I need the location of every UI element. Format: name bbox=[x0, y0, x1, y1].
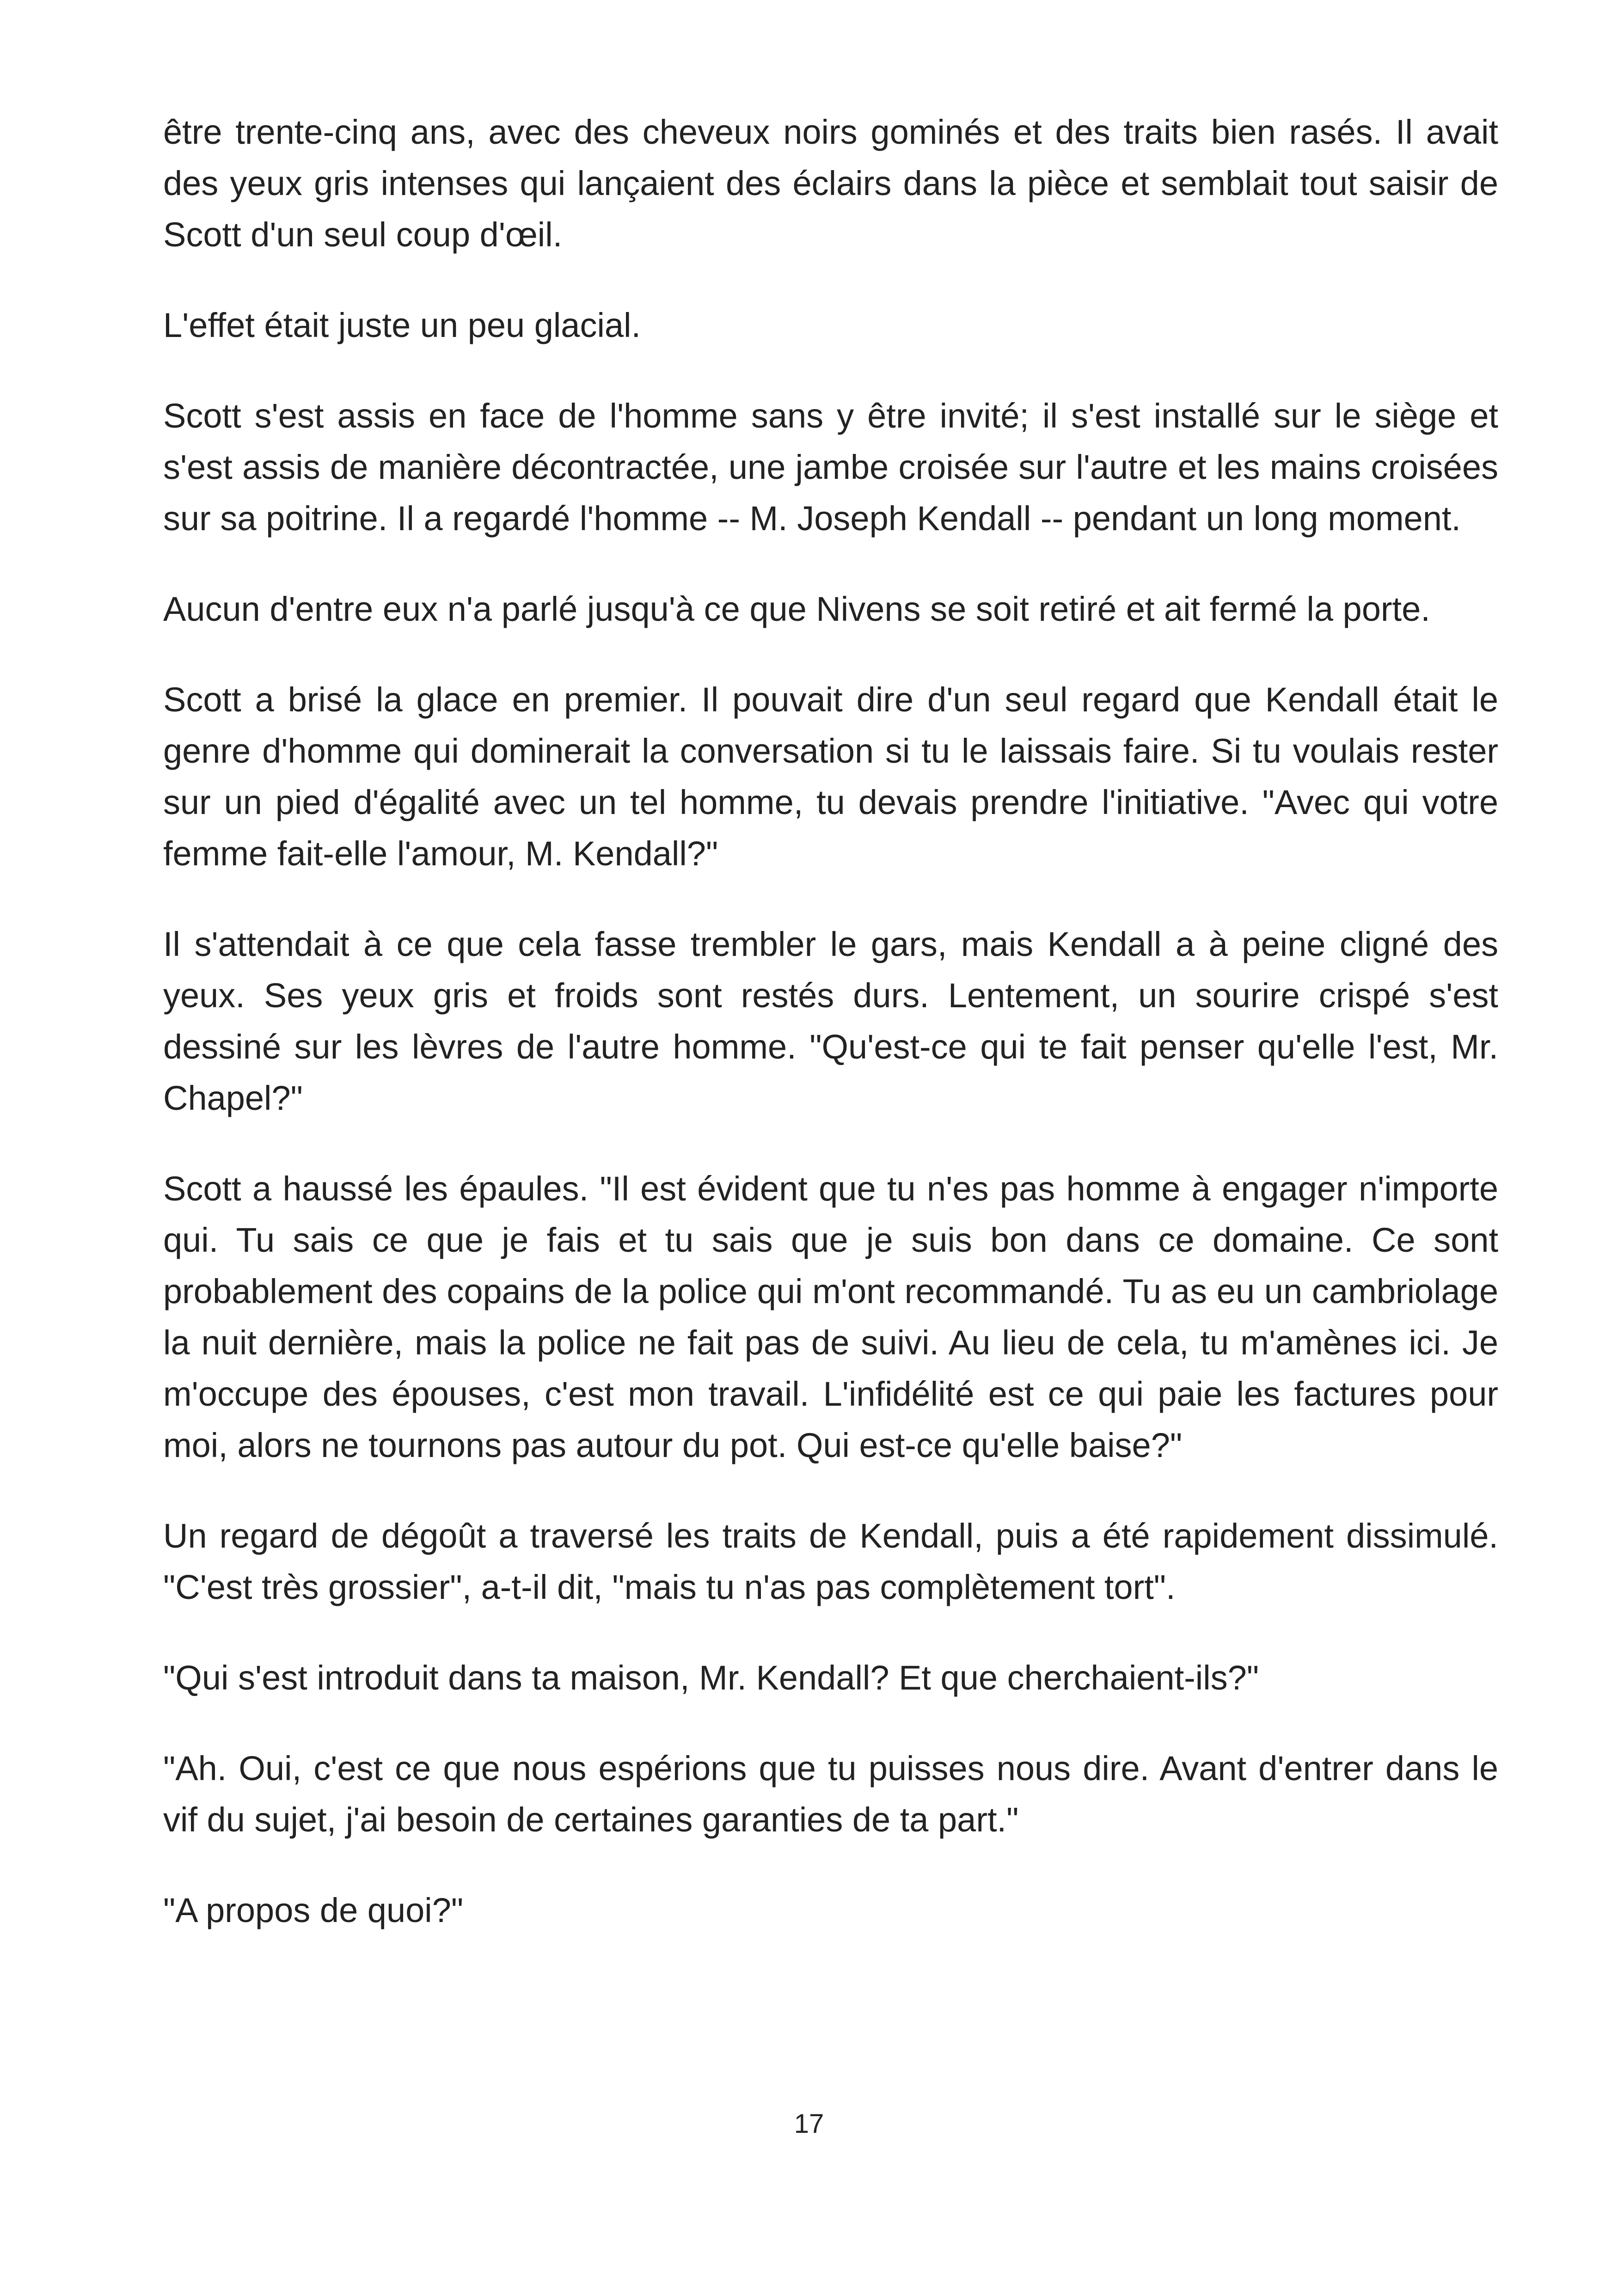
paragraph: L'effet était juste un peu glacial. bbox=[163, 306, 641, 344]
paragraph: Un regard de dégoût a traversé les traits de Kendall, puis a été rapidement dissimulé. "C'est très grossier", a-t-il dit, "mais tu n'as pas complètement tort". bbox=[163, 1517, 1498, 1606]
paragraph: Scott s'est assis en face de l'homme sans y être invité; il s'est installé sur le siège et s'est assis de manière décontractée, une jambe croisée sur l'autre et les mains croisées sur sa poitrine. Il a regardé l'homme -- M. Joseph Kendall -- pendant un long moment. bbox=[163, 397, 1498, 538]
body-text bbox=[163, 106, 1498, 1936]
paragraph: être trente-cinq ans, avec des cheveux noirs gominés et des traits bien rasés. Il avait des yeux gris intenses qui lançaient des éclairs dans la pièce et semblait tout saisir de Scott d'un seul coup d'œil. bbox=[163, 113, 1498, 254]
paragraph: Scott a haussé les épaules. "Il est évident que tu n'es pas homme à engager n'importe qui. Tu sais ce que je fais et tu sais que je suis bon dans ce domaine. Ce sont probablement des copains de la police qui m'ont recommandé. Tu as eu un cambriolage la nuit dernière, mais la police ne fait pas de suivi. Au lieu de cela, tu m'amènes ici. Je m'occupe des épouses, c'est mon travail. L'infidélité est ce qui paie les factures pour moi, alors ne tournons pas autour du pot. Qui est-ce qu'elle baise?" bbox=[163, 1169, 1498, 1464]
page-number: 17 bbox=[794, 2109, 824, 2139]
paragraph: Scott a brisé la glace en premier. Il pouvait dire d'un seul regard que Kendall était le genre d'homme qui dominerait la conversation si tu le laissais faire. Si tu voulais rester sur un pied d'égalité avec un tel homme, tu devais prendre l'initiative. "Avec qui votre femme fait-elle l'amour, M. Kendall?" bbox=[163, 680, 1498, 873]
paragraph: Il s'attendait à ce que cela fasse trembler le gars, mais Kendall a à peine cligné des yeux. Ses yeux gris et froids sont restés durs. Lentement, un sourire crispé s'est dessiné sur les lèvres de l'autre homme. "Qu'est-ce qui te fait penser qu'elle l'est, Mr. Chapel?" bbox=[163, 925, 1498, 1117]
paragraph: Aucun d'entre eux n'a parlé jusqu'à ce que Nivens se soit retiré et ait fermé la porte. bbox=[163, 590, 1430, 628]
paragraph: "Ah. Oui, c'est ce que nous espérions que tu puisses nous dire. Avant d'entrer dans le vif du sujet, j'ai besoin de certaines garanties de ta part." bbox=[163, 1749, 1498, 1839]
paragraph: "Qui s'est introduit dans ta maison, Mr. Kendall? Et que cherchaient-ils?" bbox=[163, 1659, 1259, 1697]
paragraph: "A propos de quoi?" bbox=[163, 1891, 464, 1929]
